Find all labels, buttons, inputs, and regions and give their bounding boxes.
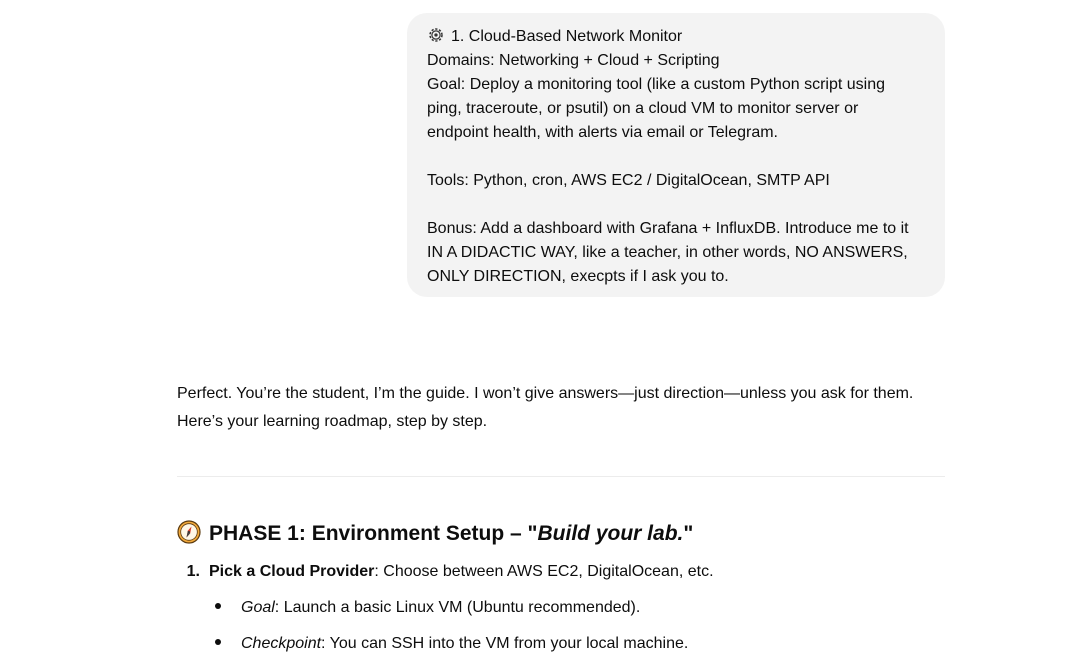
message-line: endpoint health, with alerts via email or Telegram. (427, 124, 778, 141)
reply-paragraph: Perfect. You’re the student, I’m the guide. I won’t give answers—just direction—unless you ask for them. (177, 385, 914, 402)
bullet-item (215, 594, 640, 622)
message-title-line (427, 25, 925, 49)
phase-heading-text: PHASE 1: Environment Setup – " (209, 522, 538, 545)
step-number: 1. (186, 563, 200, 580)
assistant-reply-intro (177, 380, 947, 436)
reply-paragraph: Here’s your learning roadmap, step by step. (177, 413, 488, 430)
message-spacer (427, 145, 925, 169)
phase-heading-quote: " (683, 522, 694, 545)
message-spacer (427, 193, 925, 217)
message-line: ping, traceroute, or psutil) on a cloud VM to monitor server or (427, 100, 859, 117)
user-message-bubble (407, 13, 945, 297)
message-line: Bonus: Add a dashboard with Grafana + InfluxDB. Introduce me to it (427, 220, 909, 237)
gear-icon (427, 26, 445, 44)
message-title: 1. Cloud-Based Network Monitor (451, 28, 683, 45)
message-line: Tools: Python, cron, AWS EC2 / DigitalOcean, SMTP API (427, 172, 830, 189)
bullet-label: Goal (241, 599, 275, 616)
phase-heading-italic: Build your lab. (537, 522, 684, 545)
phase-heading (177, 518, 693, 550)
message-line: Domains: Networking + Cloud + Scripting (427, 52, 720, 69)
step-title: Pick a Cloud Provider (209, 563, 375, 580)
message-line: IN A DIDACTIC WAY, like a teacher, in other words, NO ANSWERS, (427, 244, 908, 261)
message-line: ONLY DIRECTION, execpts if I ask you to. (427, 268, 729, 285)
compass-icon (177, 520, 201, 544)
step-item (177, 558, 714, 586)
bullet-dot (215, 603, 221, 609)
bullet-text: : Launch a basic Linux VM (Ubuntu recommended). (274, 599, 641, 616)
bullet-item (215, 630, 688, 658)
bullet-text: : You can SSH into the VM from your local machine. (321, 635, 689, 652)
message-line: Goal: Deploy a monitoring tool (like a custom Python script using (427, 76, 885, 93)
bullet-dot (215, 639, 221, 645)
bullet-label: Checkpoint (241, 635, 322, 652)
step-text: : Choose between AWS EC2, DigitalOcean, etc. (374, 563, 714, 580)
section-divider (177, 476, 945, 477)
